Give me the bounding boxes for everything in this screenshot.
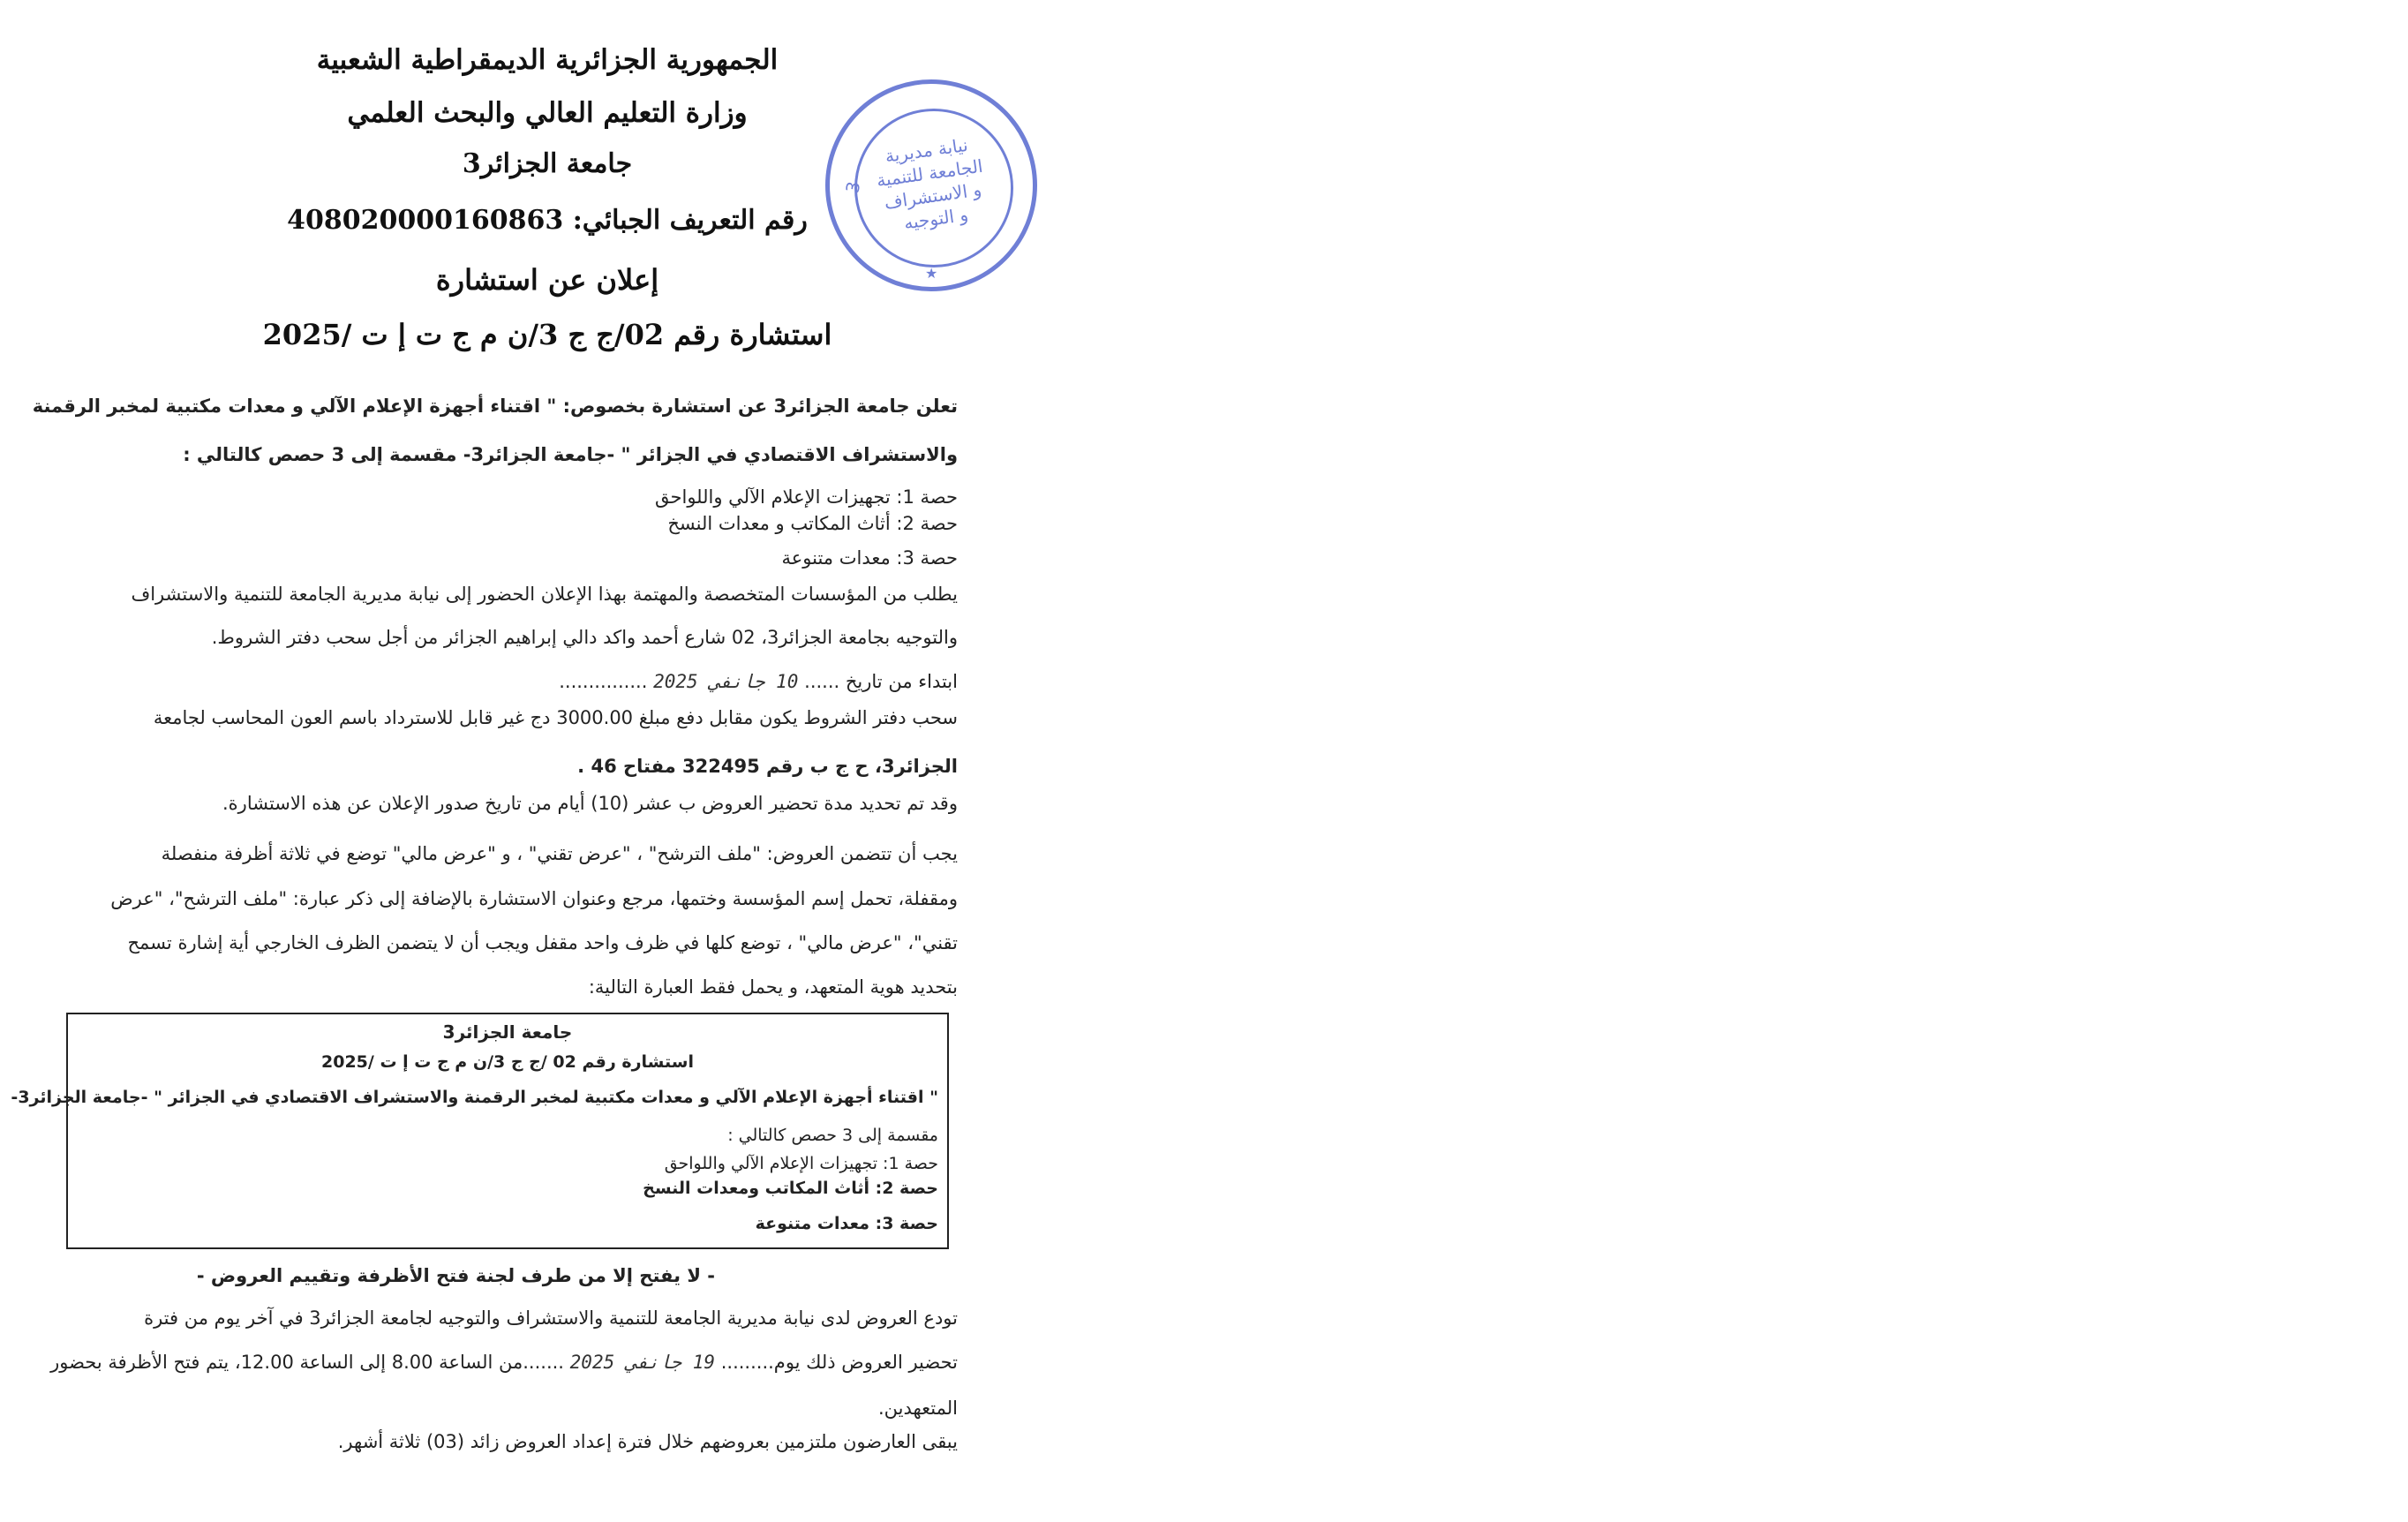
lot-3: حصة 3: معدات متنوعة [781, 547, 958, 569]
star-icon: ★ [925, 265, 938, 282]
ministry-title: وزارة التعليم العالي والبحث العلمي [347, 97, 748, 129]
tax-id-value: 408020000160863 [287, 205, 564, 236]
body-p1-line-3 [75, 673, 958, 691]
body-p4-line-1: يجب أن تتضمن العروض: "ملف الترشح" ، "عرض تقني" ، و "عرض مالي" توضع في ثلاثة أظرفة منفصلة [161, 843, 958, 864]
date-prefix: ابتداء من تاريخ ...... [804, 671, 958, 692]
handwritten-date-deadline: 19 جانفي 2025 [569, 1352, 716, 1373]
box-lot-1: حصة 1: تجهيزات الإعلام الآلي واللواحق [664, 1154, 938, 1173]
body-p3: وقد تم تحديد مدة تحضير العروض ب عشر (10) أيام من تاريخ صدور الإعلان عن هذه الاستشارة. [222, 793, 958, 814]
box-ref: استشارة رقم 02 /ج ج 3/ن م ج ت إ ت /2025 [321, 1052, 694, 1072]
official-stamp [825, 79, 1037, 291]
closing-line-2 [50, 1352, 958, 1373]
closing-line-3: المتعهدين. [877, 1398, 958, 1419]
tax-id-label: رقم التعريف الجبائي: [572, 205, 808, 236]
body-p1-line-2: والتوجيه بجامعة الجزائر3، 02 شارع أحمد واكد دالي إبراهيم الجزائر من أجل سحب دفتر الشروط. [211, 627, 958, 648]
box-line-2: مقسمة إلى 3 حصص كالتالي : [727, 1126, 938, 1145]
body-p2-line-1: سحب دفتر الشروط يكون مقابل دفع مبلغ 3000.00 دج غير قابل للاسترداد باسم العون المحاسب لجامعة [153, 707, 958, 728]
consultation-number: استشارة رقم 02/ج ج 3/ن م ج ت إ ت /2025 [262, 318, 832, 351]
body-p4-line-3: تقني"، "عرض مالي" ، توضع كلها في ظرف واحد مقفل ويجب أن لا يتضمن الظرف الخارجي أية إشارة تسمح [127, 932, 958, 953]
date-suffix: ............... [559, 671, 648, 692]
box-lot-3: حصة 3: معدات متنوعة [755, 1214, 938, 1233]
closing-date-suffix: .......من الساعة 8.00 إلى الساعة 12.00، يتم فتح الأظرفة بحضور [50, 1352, 564, 1373]
body-p1-line-1: يطلب من المؤسسات المتخصصة والمهتمة بهذا الإعلان الحضور إلى نيابة مديرية الجامعة للتنمية والاستشراف [131, 584, 958, 605]
stamp-number: 3 [841, 179, 865, 195]
body-p4-line-4: بتحديد هوية المتعهد، و يحمل فقط العبارة التالية: [588, 976, 958, 998]
stamp-text: نيابة مديرية الجامعة للتنمية و الاستشراف و التوجيه [875, 133, 984, 234]
lot-1: حصة 1: تجهيزات الإعلام الآلي واللواحق [655, 486, 958, 508]
body-p2-line-2: الجزائر3، ح ج ب رقم 322495 مفتاح 46 . [577, 756, 958, 777]
envelope-label-box [11, 1013, 949, 1249]
tax-id [212, 205, 883, 236]
opening-notice: - لا يفتح إلا من طرف لجنة فتح الأظرفة وتقييم العروض - [196, 1265, 715, 1286]
closing-line-4: يبقى العارضون ملتزمين بعروضهم خلال فترة إعداد العروض زائد (03) ثلاثة أشهر. [337, 1431, 958, 1452]
body-p4-line-2: ومقفلة، تحمل إسم المؤسسة وختمها، مرجع وعنوان الاستشارة بالإضافة إلى ذكر عبارة: "ملف الترشح"، "عرض [110, 888, 958, 909]
closing-line-1: تودع العروض لدى نيابة مديرية الجامعة للتنمية والاستشراف والتوجيه لجامعة الجزائر3 في آخر يوم من فترة [144, 1307, 958, 1329]
intro-line-1: تعلن جامعة الجزائر3 عن استشارة بخصوص: " اقتناء أجهزة الإعلام الآلي و معدات مكتبية لمخبر الرقمنة [32, 396, 958, 417]
scanned-document-page [0, 0, 984, 1522]
box-title: جامعة الجزائر3 [442, 1021, 573, 1043]
box-lot-2: حصة 2: أثاث المكاتب ومعدات النسخ [643, 1179, 938, 1198]
closing-date-prefix: تحضير العروض ذلك يوم......... [720, 1352, 958, 1373]
university-name: جامعة الجزائر3 [462, 148, 633, 179]
box-line-1: " اقتناء أجهزة الإعلام الآلي و معدات مكتبية لمخبر الرقمنة والاستشراف الاقتصادي في الجزائر " -جامعة الجزائر3- [11, 1088, 938, 1107]
announcement-title: إعلان عن استشارة [435, 263, 659, 297]
lot-2: حصة 2: أثاث المكاتب و معدات النسخ [667, 513, 958, 534]
republic-title: الجمهورية الجزائرية الديمقراطية الشعبية [316, 44, 779, 76]
intro-line-2: والاستشراف الاقتصادي في الجزائر " -جامعة الجزائر3- مقسمة إلى 3 حصص كالتالي : [183, 444, 958, 465]
handwritten-date-start: 10 جانفي 2025 [653, 671, 799, 692]
